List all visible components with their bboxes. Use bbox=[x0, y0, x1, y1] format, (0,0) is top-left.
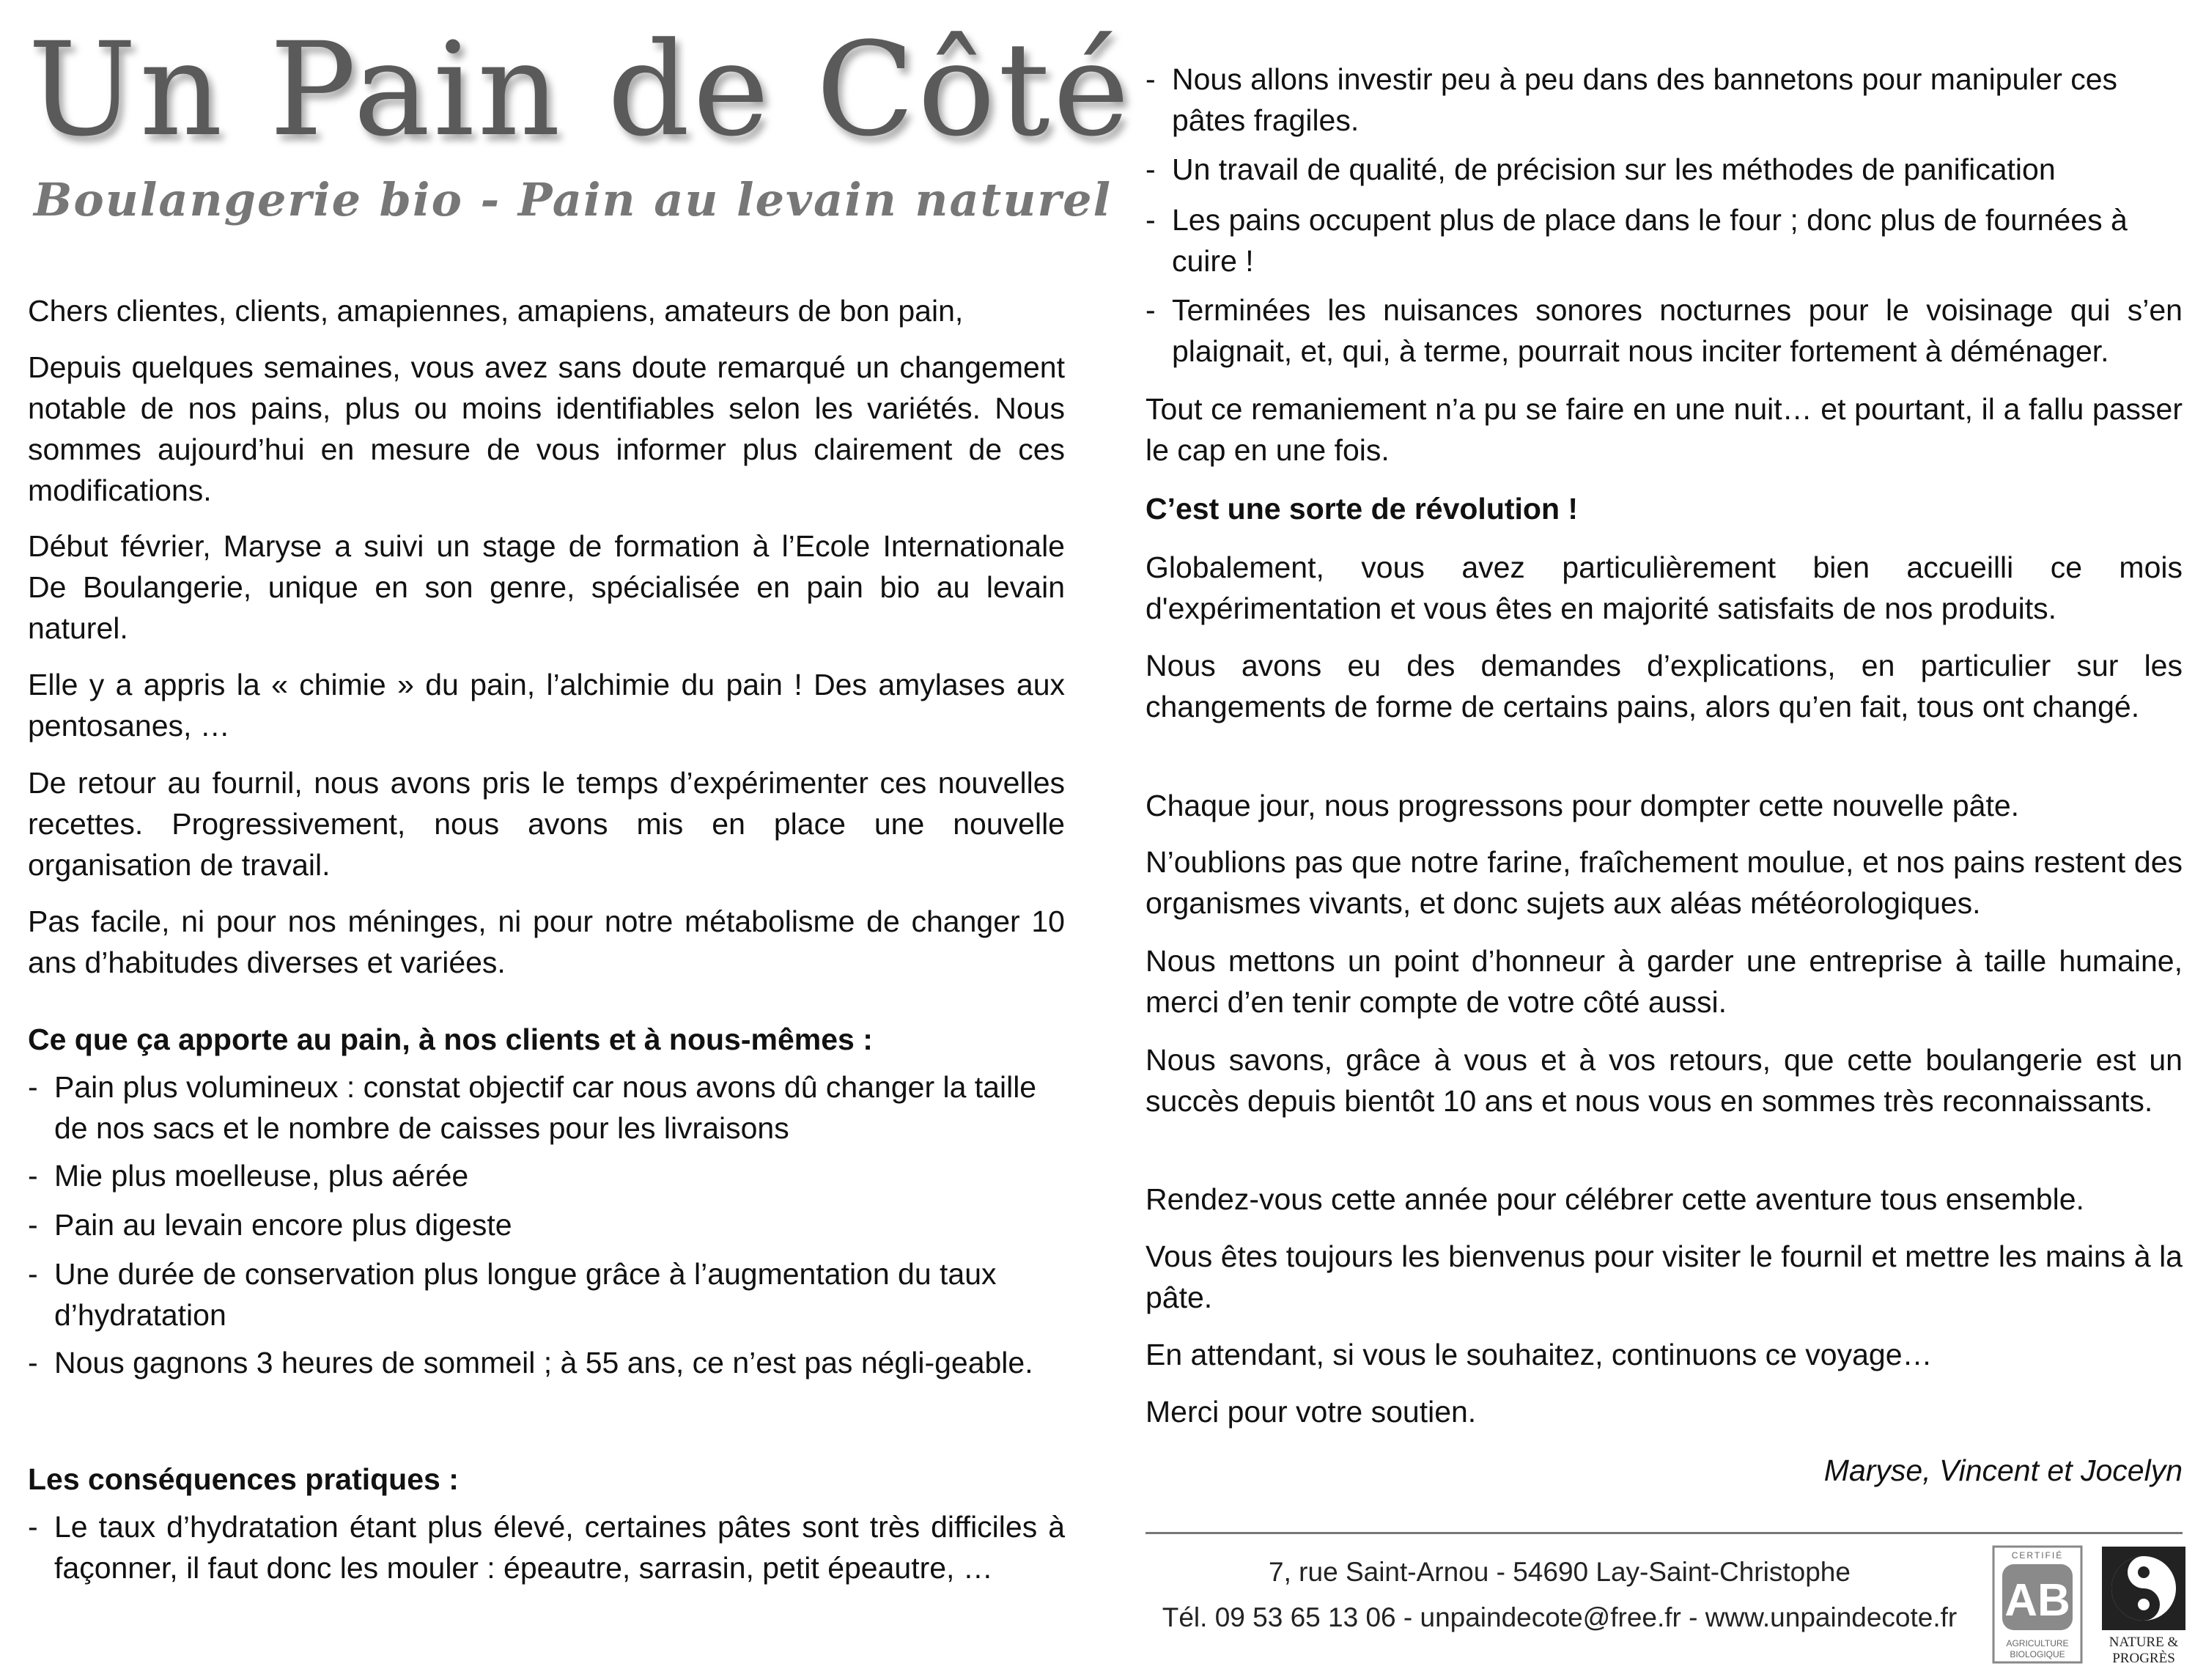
list-item bbox=[28, 1066, 1065, 1149]
nature-progres-logo bbox=[2100, 1545, 2187, 1666]
greeting: Chers clientes, clients, amapiennes, amapiens, amateurs de bon pain, bbox=[28, 294, 964, 328]
paragraph-explications: Nous avons eu des demandes d’explications, en particulier sur les changements de forme de certains pains, alors qu’en fait, tous ont changé. bbox=[1146, 649, 2183, 723]
list-item-text: Nous gagnons 3 heures de sommeil ; à 55 ans, ce n’est pas négli-geable. bbox=[54, 1346, 1033, 1379]
paragraph-fournil: De retour au fournil, nous avons pris le temps d’expérimenter ces nouvelles recettes. Progressivement, nous avons mis en place une nouvelle organisation de travail. bbox=[28, 766, 1065, 882]
list-item-text: Nous allons investir peu à peu dans des bannetons pour manipuler ces pâtes fragiles. bbox=[1172, 62, 2118, 137]
paragraph-chimie: Elle y a appris la « chimie » du pain, l’alchimie du pain ! Des amylases aux pentosanes, … bbox=[28, 668, 1065, 743]
footer-address: 7, rue Saint-Arnou - 54690 Lay-Saint-Christophe bbox=[1269, 1557, 1851, 1587]
signature: Maryse, Vincent et Jocelyn bbox=[1823, 1454, 2183, 1487]
paragraph-succes: Nous savons, grâce à vous et à vos retours, que cette boulangerie est un succès depuis bientôt 10 ans et nous vous en sommes très reconnaissants. bbox=[1146, 1043, 2183, 1118]
bullet-dash: - bbox=[28, 1257, 38, 1291]
list-item-text: Les pains occupent plus de place dans le four ; donc plus de fournées à cuire ! bbox=[1172, 203, 2128, 278]
benefits-heading: Ce que ça apporte au pain, à nos clients et à nous-mêmes : bbox=[28, 1023, 873, 1056]
footer-divider bbox=[1146, 1532, 2183, 1534]
list-item-text: Une durée de conservation plus longue grâce à l’augmentation du taux d’hydratation bbox=[54, 1257, 997, 1332]
svg-text:PROGRÈS: PROGRÈS bbox=[2112, 1651, 2175, 1666]
list-item-text: Pain plus volumineux : constat objectif car nous avons dû changer la taille de nos sacs et le nombre de caisses pour les livraisons bbox=[54, 1070, 1037, 1145]
paragraph-stage: Début février, Maryse a suivi un stage de formation à l’Ecole Internationale De Boulangerie, unique en son genre, spécialisée en pain bio au levain naturel. bbox=[28, 529, 1065, 645]
bullet-dash: - bbox=[28, 1346, 38, 1379]
paragraph-en-attendant: En attendant, si vous le souhaitez, continuons ce voyage… bbox=[1146, 1338, 1933, 1371]
bullet-dash: - bbox=[28, 1510, 38, 1544]
list-item-text: Terminées les nuisances sonores nocturnes pour le voisinage qui s’en plaignait, et, qui, à terme, pourrait nous inciter fortement à déménager. bbox=[1172, 293, 2183, 368]
list-item bbox=[28, 1506, 1065, 1588]
bullet-dash: - bbox=[28, 1159, 38, 1193]
bullet-dash: - bbox=[1146, 62, 1156, 96]
brand-subtitle: Boulangerie bio - Pain au levain naturel bbox=[34, 173, 1113, 226]
paragraph-chaque-jour: Chaque jour, nous progressons pour dompter cette nouvelle pâte. bbox=[1146, 789, 2020, 822]
paragraph-remaniement: Tout ce remaniement n’a pu se faire en une nuit… et pourtant, il a fallu passer le cap en une fois. bbox=[1146, 392, 2183, 467]
bullet-dash: - bbox=[28, 1208, 38, 1242]
paragraph-habitudes: Pas facile, ni pour nos méninges, ni pour notre métabolisme de changer 10 ans d’habitudes diverses et variées. bbox=[28, 905, 1065, 979]
footer-contact: Tél. 09 53 65 13 06 - unpaindecote@free.fr - www.unpaindecote.fr bbox=[1162, 1602, 1958, 1632]
paragraph-farine: N’oublions pas que notre farine, fraîchement moulue, et nos pains restent des organismes vivants, et donc sujets aux aléas météorologiques. bbox=[1146, 845, 2183, 920]
consequences-heading: Les conséquences pratiques : bbox=[28, 1462, 459, 1496]
paragraph-intro: Depuis quelques semaines, vous avez sans doute remarqué un changement notable de nos pains, plus ou moins identifiables selon les variétés. Nous sommes aujourd’hui en mesure de vous informer plus clairement de ces modifications. bbox=[28, 350, 1065, 507]
list-item-text: Un travail de qualité, de précision sur les méthodes de panification bbox=[1172, 152, 2056, 186]
bullet-dash: - bbox=[1146, 203, 1156, 237]
list-item-text: Le taux d’hydratation étant plus élevé, certaines pâtes sont très difficiles à façonner, il faut donc les mouler : épeautre, sarrasin, petit épeautre, … bbox=[54, 1510, 1065, 1585]
list-item bbox=[1146, 59, 2183, 141]
list-item bbox=[28, 1342, 1065, 1383]
brand-title: Un Pain de Côté bbox=[28, 15, 1132, 165]
svg-text:NATURE &: NATURE & bbox=[2109, 1635, 2179, 1650]
paragraph-merci: Merci pour votre soutien. bbox=[1146, 1395, 1477, 1429]
list-item bbox=[1146, 290, 2183, 372]
revolution-heading: C’est une sorte de révolution ! bbox=[1146, 492, 1579, 526]
paragraph-rendez-vous: Rendez-vous cette année pour célébrer cette aventure tous ensemble. bbox=[1146, 1182, 2084, 1216]
svg-text:CERTIFIÉ: CERTIFIÉ bbox=[2011, 1550, 2064, 1561]
paragraph-bienvenus: Vous êtes toujours les bienvenus pour visiter le fournil et mettre les mains à la pâte. bbox=[1146, 1239, 2183, 1314]
paragraph-globalement: Globalement, vous avez particulièrement bien accueilli ce mois d'expérimentation et vous êtes en majorité satisfaits de nos produits. bbox=[1146, 550, 2183, 625]
bullet-dash: - bbox=[1146, 293, 1156, 327]
svg-text:AB: AB bbox=[2004, 1575, 2070, 1626]
list-item bbox=[28, 1204, 1065, 1245]
bullet-dash: - bbox=[1146, 152, 1156, 186]
list-item bbox=[1146, 199, 2183, 281]
ab-certification-logo bbox=[1992, 1545, 2083, 1664]
svg-text:AGRICULTURE: AGRICULTURE bbox=[2006, 1638, 2069, 1648]
paragraph-taille-humaine: Nous mettons un point d’honneur à garder une entreprise à taille humaine, merci d’en tenir compte de votre côté aussi. bbox=[1146, 944, 2183, 1019]
list-item-text: Mie plus moelleuse, plus aérée bbox=[54, 1159, 469, 1193]
list-item bbox=[28, 1155, 1065, 1196]
svg-text:BIOLOGIQUE: BIOLOGIQUE bbox=[2010, 1649, 2065, 1659]
bullet-dash: - bbox=[28, 1070, 38, 1104]
list-item-text: Pain au levain encore plus digeste bbox=[54, 1208, 512, 1242]
list-item bbox=[1146, 149, 2183, 190]
list-item bbox=[28, 1253, 1065, 1335]
